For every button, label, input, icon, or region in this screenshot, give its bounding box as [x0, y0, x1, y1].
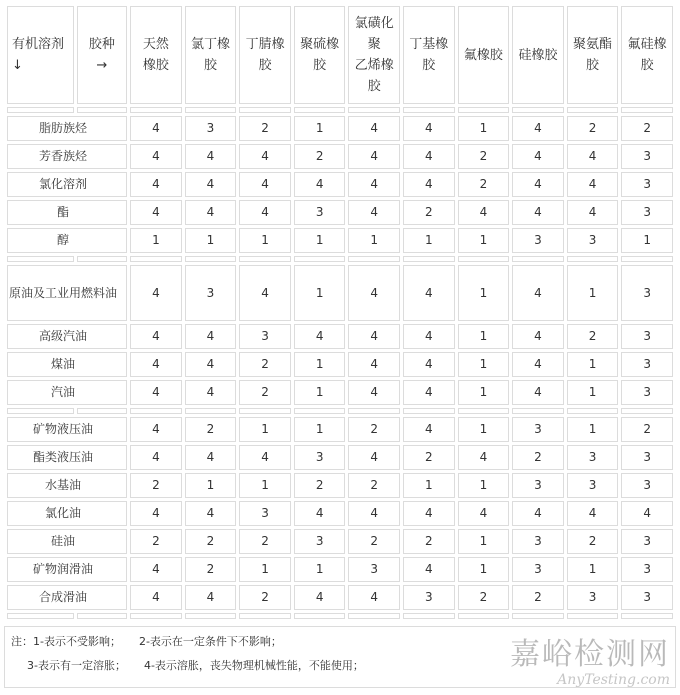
rating-cell: 3	[239, 501, 291, 526]
empty-cell	[185, 256, 237, 262]
table-row	[7, 352, 673, 377]
rating-cell: 4	[403, 144, 455, 169]
empty-cell	[185, 408, 237, 414]
note-item-1: 注：1-表示不受影响；	[11, 635, 121, 648]
column-header-line: 胶	[422, 58, 436, 73]
rating-cell: 4	[294, 324, 346, 349]
rating-cell: 2	[239, 116, 291, 141]
rating-cell: 4	[130, 352, 182, 377]
rating-cell: 3	[621, 585, 673, 610]
empty-cell	[403, 256, 455, 262]
rating-cell: 1	[294, 116, 346, 141]
empty-cell	[621, 408, 673, 414]
rating-cell: 3	[512, 529, 564, 554]
empty-cell	[512, 107, 564, 113]
table-row	[7, 529, 673, 554]
column-header	[403, 6, 455, 104]
group-separator-row	[7, 256, 673, 262]
table-row	[7, 417, 673, 442]
rating-cell: 2	[458, 144, 510, 169]
column-header-line: 胶	[203, 58, 217, 73]
rating-cell: 4	[130, 200, 182, 225]
empty-cell	[348, 256, 400, 262]
rating-cell: 4	[403, 417, 455, 442]
rating-cell: 4	[348, 380, 400, 405]
rating-cell: 4	[403, 352, 455, 377]
rating-cell: 3	[239, 324, 291, 349]
column-header	[567, 6, 619, 104]
rating-cell: 4	[294, 172, 346, 197]
rating-cell: 3	[185, 116, 237, 141]
rating-cell: 2	[348, 473, 400, 498]
rating-cell: 4	[348, 172, 400, 197]
header-text-line: 有机溶剂	[12, 37, 65, 52]
rating-cell: 4	[621, 501, 673, 526]
rating-cell: 3	[621, 352, 673, 377]
table-row	[7, 445, 673, 470]
rating-cell: 4	[130, 116, 182, 141]
rating-cell: 1	[458, 324, 510, 349]
column-header-line: 聚氨酯	[573, 37, 613, 52]
rating-cell: 3	[621, 529, 673, 554]
solvent-name-cell: 脂肪族烃	[7, 116, 127, 141]
rating-cell: 1	[239, 417, 291, 442]
rating-cell: 4	[458, 445, 510, 470]
rating-cell: 1	[567, 417, 619, 442]
content-area	[4, 3, 676, 622]
rating-cell: 3	[621, 265, 673, 321]
solvent-name-cell: 汽油	[7, 380, 127, 405]
empty-cell	[458, 107, 510, 113]
rating-cell: 3	[621, 473, 673, 498]
rating-cell: 2	[512, 585, 564, 610]
empty-cell	[458, 613, 510, 619]
rating-cell: 4	[185, 200, 237, 225]
solvent-name-cell: 芳香族烃	[7, 144, 127, 169]
empty-cell	[567, 256, 619, 262]
group-separator-row	[7, 408, 673, 414]
rating-cell: 3	[567, 473, 619, 498]
rating-cell: 3	[185, 265, 237, 321]
empty-cell	[239, 613, 291, 619]
rating-cell: 3	[621, 172, 673, 197]
rating-cell: 4	[130, 144, 182, 169]
rating-cell: 4	[348, 352, 400, 377]
rating-cell: 4	[512, 324, 564, 349]
column-header-line: 硅橡胶	[518, 47, 558, 63]
watermark	[510, 638, 670, 688]
rating-cell: 4	[348, 445, 400, 470]
rating-cell: 1	[403, 473, 455, 498]
rating-cell: 3	[403, 585, 455, 610]
table-row	[7, 265, 673, 321]
rating-cell: 2	[348, 529, 400, 554]
empty-cell	[567, 613, 619, 619]
header-text-line: 胶种	[88, 37, 115, 52]
rating-cell: 3	[512, 228, 564, 253]
empty-cell	[7, 256, 74, 262]
solvent-name-cell: 矿物润滑油	[7, 557, 127, 582]
column-header	[130, 6, 182, 104]
header-text-line: →	[96, 58, 108, 73]
rating-cell: 2	[239, 380, 291, 405]
column-header	[348, 6, 400, 104]
rating-cell: 4	[185, 324, 237, 349]
rating-cell: 3	[512, 557, 564, 582]
table-row	[7, 473, 673, 498]
column-header-line: 氟橡胶	[463, 47, 503, 63]
rating-cell: 4	[185, 172, 237, 197]
rating-cell: 1	[458, 380, 510, 405]
rating-cell: 4	[567, 172, 619, 197]
column-header-line: 氟硅橡	[627, 37, 667, 52]
rating-cell: 3	[621, 144, 673, 169]
rating-cell: 4	[130, 557, 182, 582]
rating-cell: 1	[294, 557, 346, 582]
rating-cell: 4	[403, 116, 455, 141]
rating-cell: 4	[348, 265, 400, 321]
rating-cell: 4	[567, 501, 619, 526]
empty-cell	[130, 107, 182, 113]
empty-cell	[294, 256, 346, 262]
rating-cell: 1	[239, 557, 291, 582]
table-row	[7, 324, 673, 349]
empty-cell	[77, 256, 128, 262]
rating-cell: 2	[403, 200, 455, 225]
empty-cell	[621, 613, 673, 619]
rating-cell: 4	[348, 200, 400, 225]
rating-cell: 3	[621, 200, 673, 225]
rating-cell: 3	[294, 445, 346, 470]
rating-cell: 1	[458, 116, 510, 141]
rating-cell: 3	[621, 557, 673, 582]
rating-cell: 1	[130, 228, 182, 253]
rating-cell: 4	[512, 144, 564, 169]
rating-cell: 1	[567, 352, 619, 377]
empty-cell	[458, 256, 510, 262]
rating-cell: 3	[567, 585, 619, 610]
rating-cell: 1	[185, 473, 237, 498]
rating-cell: 4	[512, 380, 564, 405]
rating-cell: 4	[567, 144, 619, 169]
column-header-line: 胶	[367, 79, 381, 94]
rating-cell: 1	[458, 352, 510, 377]
empty-cell	[512, 256, 564, 262]
rating-cell: 1	[458, 265, 510, 321]
empty-cell	[294, 408, 346, 414]
column-header-line: 聚硫橡	[300, 37, 340, 52]
rating-cell: 2	[130, 529, 182, 554]
rating-cell: 4	[458, 200, 510, 225]
rating-cell: 3	[294, 529, 346, 554]
column-header-line: 氯丁橡	[190, 37, 230, 52]
header-solvent-cell	[7, 6, 74, 104]
rating-cell: 1	[458, 228, 510, 253]
rating-cell: 4	[348, 144, 400, 169]
rating-cell: 1	[185, 228, 237, 253]
rating-cell: 4	[185, 585, 237, 610]
rating-cell: 1	[294, 417, 346, 442]
column-header	[185, 6, 237, 104]
empty-cell	[403, 408, 455, 414]
table-row	[7, 228, 673, 253]
empty-cell	[458, 408, 510, 414]
column-header-line: 胶	[586, 58, 600, 73]
rating-cell: 4	[185, 501, 237, 526]
column-header-line: 氯磺化	[354, 16, 394, 31]
rating-cell: 4	[512, 501, 564, 526]
note-line-1	[11, 633, 282, 649]
note-item-2: 2-表示在一定条件下不影响；	[138, 635, 282, 648]
rating-cell: 4	[130, 380, 182, 405]
rating-cell: 4	[348, 116, 400, 141]
rating-cell: 2	[567, 324, 619, 349]
rating-cell: 2	[294, 473, 346, 498]
rating-cell: 4	[130, 501, 182, 526]
rating-cell: 2	[294, 144, 346, 169]
group-separator-row	[7, 613, 673, 619]
column-header-line: 天然	[142, 37, 169, 52]
empty-cell	[403, 613, 455, 619]
rating-cell: 4	[185, 445, 237, 470]
rating-cell: 2	[458, 172, 510, 197]
column-header	[458, 6, 510, 104]
solvent-name-cell: 酯	[7, 200, 127, 225]
rating-cell: 2	[185, 557, 237, 582]
empty-cell	[7, 613, 74, 619]
rating-cell: 1	[458, 417, 510, 442]
empty-cell	[239, 256, 291, 262]
rating-cell: 4	[185, 144, 237, 169]
column-header-line: 乙烯橡	[354, 58, 394, 73]
solvent-name-cell: 合成滑油	[7, 585, 127, 610]
rating-cell: 4	[403, 380, 455, 405]
table-row	[7, 501, 673, 526]
header-rubber-cell	[77, 6, 128, 104]
rating-cell: 1	[567, 557, 619, 582]
solvent-name-cell: 水基油	[7, 473, 127, 498]
empty-cell	[621, 256, 673, 262]
rating-cell: 1	[294, 380, 346, 405]
empty-cell	[239, 408, 291, 414]
rating-cell: 2	[621, 116, 673, 141]
empty-cell	[348, 613, 400, 619]
rating-cell: 3	[621, 445, 673, 470]
group-separator-row	[7, 107, 673, 113]
rating-cell: 4	[512, 172, 564, 197]
rating-cell: 4	[512, 265, 564, 321]
empty-cell	[512, 613, 564, 619]
rating-cell: 4	[403, 172, 455, 197]
column-header-line: 丁腈橡	[245, 37, 285, 52]
empty-cell	[130, 256, 182, 262]
solvent-name-cell: 高级汽油	[7, 324, 127, 349]
empty-cell	[512, 408, 564, 414]
column-header-line: 胶	[640, 58, 654, 73]
rating-cell: 4	[130, 324, 182, 349]
rating-cell: 4	[130, 172, 182, 197]
empty-cell	[130, 408, 182, 414]
column-header-line: 聚	[367, 37, 381, 52]
rating-cell: 1	[294, 352, 346, 377]
rating-cell: 2	[239, 529, 291, 554]
empty-cell	[185, 613, 237, 619]
solvent-name-cell: 醇	[7, 228, 127, 253]
rating-cell: 2	[458, 585, 510, 610]
rating-cell: 1	[567, 380, 619, 405]
column-header	[239, 6, 291, 104]
table-row	[7, 144, 673, 169]
empty-cell	[7, 408, 74, 414]
rating-cell: 4	[403, 265, 455, 321]
rating-cell: 4	[185, 352, 237, 377]
rating-cell: 2	[348, 417, 400, 442]
rating-cell: 4	[348, 585, 400, 610]
rating-cell: 1	[348, 228, 400, 253]
empty-cell	[348, 408, 400, 414]
rating-cell: 2	[512, 445, 564, 470]
rating-cell: 4	[130, 445, 182, 470]
rating-cell: 3	[512, 473, 564, 498]
column-header	[512, 6, 564, 104]
rating-cell: 1	[458, 557, 510, 582]
empty-cell	[77, 613, 128, 619]
note-line-2	[27, 657, 364, 673]
rating-cell: 4	[512, 200, 564, 225]
rating-cell: 3	[621, 380, 673, 405]
rating-cell: 1	[294, 265, 346, 321]
rating-cell: 4	[239, 200, 291, 225]
watermark-cn: 嘉峪检测网	[510, 637, 670, 672]
rating-cell: 4	[130, 585, 182, 610]
rating-cell: 4	[348, 501, 400, 526]
empty-cell	[403, 107, 455, 113]
rating-cell: 4	[403, 501, 455, 526]
rating-cell: 2	[403, 445, 455, 470]
column-header-line: 胶	[313, 58, 327, 73]
column-header-line: 橡胶	[142, 58, 169, 73]
rating-cell: 1	[458, 473, 510, 498]
rating-cell: 2	[185, 529, 237, 554]
rating-cell: 1	[239, 473, 291, 498]
rating-cell: 3	[294, 200, 346, 225]
rating-cell: 4	[294, 501, 346, 526]
empty-cell	[348, 107, 400, 113]
rating-cell: 4	[458, 501, 510, 526]
rating-cell: 3	[512, 417, 564, 442]
empty-cell	[621, 107, 673, 113]
solvent-name-cell: 硅油	[7, 529, 127, 554]
rating-cell: 1	[458, 529, 510, 554]
table-row	[7, 116, 673, 141]
header-row	[7, 6, 673, 104]
empty-cell	[77, 107, 128, 113]
column-header	[621, 6, 673, 104]
rating-cell: 4	[239, 265, 291, 321]
rating-cell: 4	[239, 172, 291, 197]
column-header-line: 胶	[258, 58, 272, 73]
empty-cell	[567, 408, 619, 414]
empty-cell	[567, 107, 619, 113]
rating-cell: 3	[567, 445, 619, 470]
rating-cell: 2	[185, 417, 237, 442]
column-header-line: 丁基橡	[409, 37, 449, 52]
note-item-3: 3-表示有一定溶胀；	[27, 659, 126, 672]
rating-cell: 1	[567, 265, 619, 321]
column-header	[294, 6, 346, 104]
rating-cell: 3	[567, 228, 619, 253]
rating-cell: 4	[403, 557, 455, 582]
rating-cell: 2	[567, 529, 619, 554]
solvent-resistance-table	[4, 3, 676, 622]
rating-cell: 4	[512, 352, 564, 377]
solvent-name-cell: 氯化溶剂	[7, 172, 127, 197]
empty-cell	[77, 408, 128, 414]
table-row	[7, 172, 673, 197]
solvent-name-cell: 氯化油	[7, 501, 127, 526]
rating-cell: 4	[567, 200, 619, 225]
empty-cell	[130, 613, 182, 619]
solvent-name-cell: 酯类液压油	[7, 445, 127, 470]
table-body	[7, 6, 673, 619]
table-row	[7, 200, 673, 225]
empty-cell	[294, 613, 346, 619]
empty-cell	[185, 107, 237, 113]
rating-cell: 2	[130, 473, 182, 498]
rating-cell: 4	[512, 116, 564, 141]
note-item-4: 4-表示溶胀，丧失物理机械性能，不能使用；	[143, 659, 364, 672]
watermark-en: AnyTesting.com	[557, 672, 670, 688]
rating-cell: 1	[239, 228, 291, 253]
rating-cell: 2	[403, 529, 455, 554]
rating-cell: 4	[348, 324, 400, 349]
rating-cell: 1	[294, 228, 346, 253]
table-row	[7, 585, 673, 610]
rating-cell: 4	[403, 324, 455, 349]
empty-cell	[294, 107, 346, 113]
rating-cell: 3	[621, 324, 673, 349]
table-row	[7, 380, 673, 405]
rating-cell: 2	[239, 585, 291, 610]
rating-cell: 3	[348, 557, 400, 582]
rating-cell: 4	[130, 417, 182, 442]
solvent-name-cell: 煤油	[7, 352, 127, 377]
rating-cell: 1	[403, 228, 455, 253]
empty-cell	[239, 107, 291, 113]
rating-cell: 4	[294, 585, 346, 610]
rating-cell: 2	[239, 352, 291, 377]
rating-cell: 2	[621, 417, 673, 442]
table-row	[7, 557, 673, 582]
rating-cell: 2	[567, 116, 619, 141]
rating-cell: 1	[621, 228, 673, 253]
header-text-line: ↓	[12, 58, 23, 73]
rating-cell: 4	[130, 265, 182, 321]
solvent-name-cell: 原油及工业用燃料油	[7, 265, 127, 321]
rating-cell: 4	[239, 144, 291, 169]
rating-cell: 4	[185, 380, 237, 405]
empty-cell	[7, 107, 74, 113]
rating-cell: 4	[239, 445, 291, 470]
solvent-name-cell: 矿物液压油	[7, 417, 127, 442]
